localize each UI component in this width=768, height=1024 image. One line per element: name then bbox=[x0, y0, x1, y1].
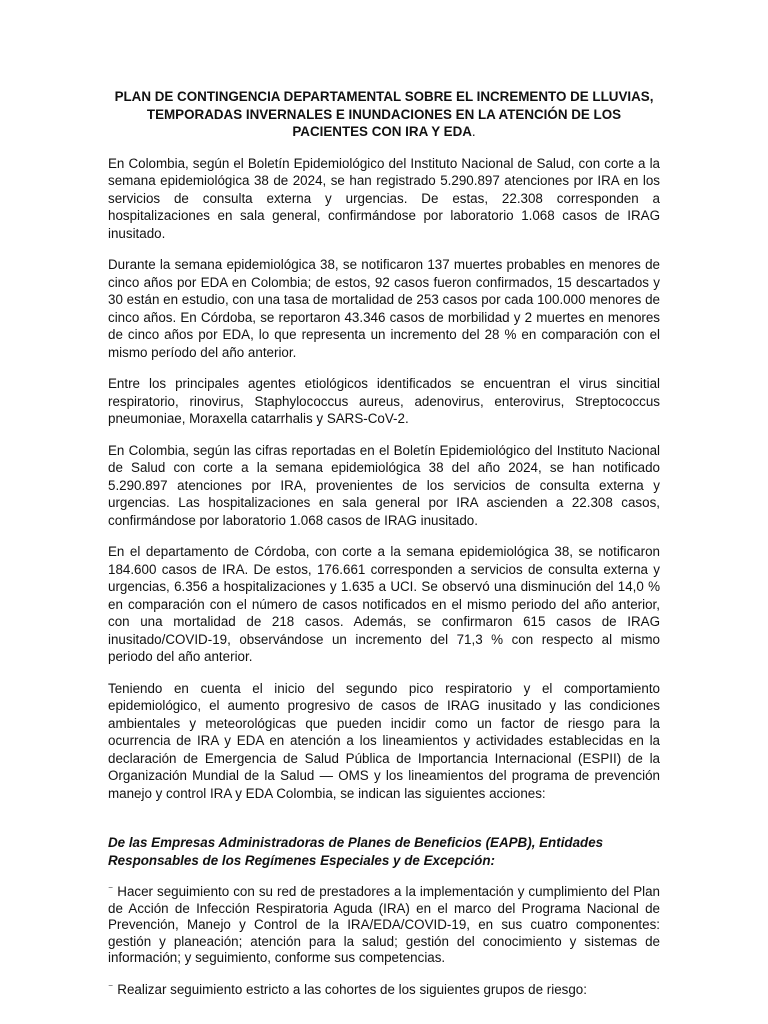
bullet-item bbox=[108, 981, 660, 999]
bullet-marker-icon: ⁻ bbox=[108, 982, 114, 994]
paragraph-cordoba-ira: En el departamento de Córdoba, con corte a la semana epidemiológica 38, se notificaron 184.600 casos de IRA. De estos, 176.661 corresponden a servicios de consulta externa y urgencias, 6.356 a hospitalizaciones y 1.635 a UCI. Se observó una disminución del 14,0 % en comparación con el número de casos notificados en el mismo periodo del año anterior, con una mortalidad de 218 casos. Además, se confirmaron 615 casos de IRAG inusitado/COVID-19, observándose un incremento del 71,3 % con respecto al mismo periodo del año anterior. bbox=[108, 544, 660, 664]
bullet-item bbox=[108, 883, 660, 967]
bullet-text: Hacer seguimiento con su red de prestadores a la implementación y cumplimiento del Plan de Acción de Infección Respiratoria Aguda (IRA) en el marco del Programa Nacional de Prevención, Manejo y Control de la IRA/EDA/COVID-19, en sus cuatro componentes: gestión y planeación; atención para la salud; gestión del conocimiento y sistemas de información; y seguimiento, conforme sus competencias. bbox=[108, 884, 660, 965]
section-heading-eapb: De las Empresas Administradoras de Planes de Beneficios (EAPB), Entidades Responsables de los Regímenes Especiales y de Excepción: bbox=[108, 835, 604, 868]
paragraph-actions-intro: Teniendo en cuenta el inicio del segundo pico respiratorio y el comportamiento epidemiológico, el aumento progresivo de casos de IRAG inusitado y las condiciones ambientales y meteorológicas que pueden incidir como un factor de riesgo para la ocurrencia de IRA y EDA en atención a los lineamientos y actividades establecidas en la declaración de Emergencia de Salud Pública de Importancia Internacional (ESPII) de la Organización Mundial de la Salud — OMS y los lineamientos del programa de prevención manejo y control IRA y EDA Colombia, se indican las siguientes acciones: bbox=[108, 680, 660, 801]
paragraph-ira-colombia-summary: En Colombia, según el Boletín Epidemiológico del Instituto Nacional de Salud, con corte a la semana epidemiológica 38 de 2024, se han registrado 5.290.897 atenciones por IRA en los servicios de consulta externa y urgencias. De estas, 22.308 corresponden a hospitalizaciones en sala general, confirmándose por laboratorio 1.068 casos de IRAG inusitado. bbox=[108, 155, 660, 241]
paragraph-eda-mortality: Durante la semana epidemiológica 38, se notificaron 137 muertes probables en menores de cinco años por EDA en Colombia; de estos, 92 casos fueron confirmados, 15 descartados y 30 están en estudio, con una tasa de mortalidad de 253 casos por cada 100.000 menores de cinco años. En Córdoba, se reportaron 43.346 casos de morbilidad y 2 muertes en menores de cinco años por EDA, lo que representa un incremento del 28 % en comparación con el mismo período del año anterior. bbox=[108, 257, 660, 360]
bullet-marker-icon: ⁻ bbox=[108, 885, 114, 896]
paragraph-etiological-agents: Entre los principales agentes etiológicos identificados se encuentran el virus sincitial respiratorio, rinovirus, Staphylococcus aureus, adenovirus, enterovirus, Streptococcus pneumoniae, Moraxella catarrhalis y SARS-CoV-2. bbox=[108, 376, 660, 426]
document-title bbox=[108, 88, 660, 141]
paragraph-ira-colombia-figures: En Colombia, según las cifras reportadas en el Boletín Epidemiológico del Instituto Nacional de Salud con corte a la semana epidemiológica 38 del año 2024, se han notificado 5.290.897 atenciones por IRA, provenientes de los servicios de consulta externa y urgencias. Las hospitalizaciones en sala general por IRA ascienden a 22.308 casos, confirmándose por laboratorio 1.068 casos de IRAG inusitado. bbox=[108, 442, 660, 528]
document-title-period: . bbox=[471, 124, 476, 139]
bullet-text: Realizar seguimiento estricto a las cohortes de los siguientes grupos de riesgo: bbox=[117, 981, 587, 997]
document-title-text: PLAN DE CONTINGENCIA DEPARTAMENTAL SOBRE EL INCREMENTO DE LLUVIAS, TEMPORADAS INVERNALES E INUNDACIONES EN LA ATENCIÓN DE LOS PACIENTES CON IRA Y EDA bbox=[114, 89, 654, 139]
